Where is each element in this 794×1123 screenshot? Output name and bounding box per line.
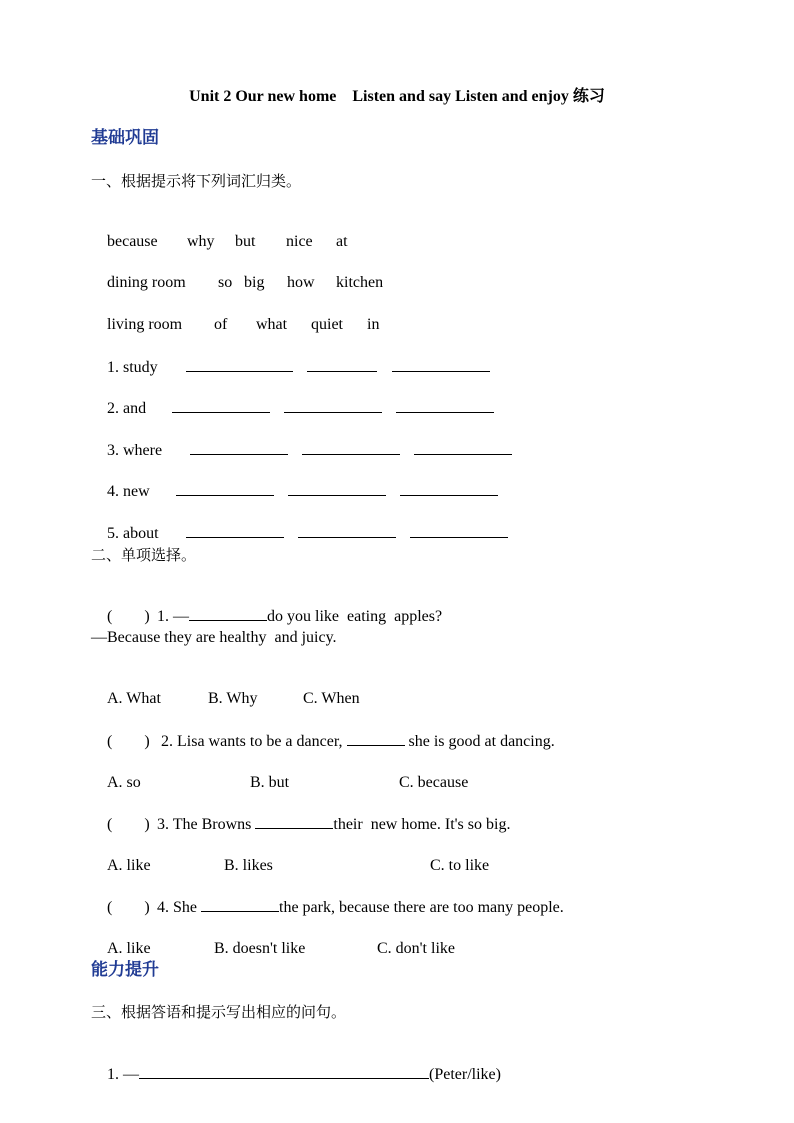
answer-blank[interactable]	[307, 357, 377, 372]
word: how	[287, 274, 315, 291]
answer-blank[interactable]	[172, 398, 270, 413]
answer-paren[interactable]: ( )	[107, 608, 150, 625]
question-prefix: 1. —	[107, 1066, 139, 1083]
question-text: she is good at dancing.	[404, 733, 555, 750]
question-text: 2. Lisa wants to be a dancer,	[157, 733, 347, 750]
answer-blank[interactable]	[392, 357, 490, 372]
part2-instruction: 二、单项选择。	[91, 546, 197, 564]
answer-blank[interactable]	[139, 1064, 429, 1079]
option[interactable]: A. like	[107, 857, 151, 874]
answer-blank[interactable]	[255, 814, 333, 829]
option[interactable]: B. likes	[224, 857, 273, 874]
word: of	[214, 316, 228, 333]
answer-blank[interactable]	[186, 523, 284, 538]
word: nice	[286, 233, 313, 250]
option[interactable]: A. like	[107, 940, 151, 957]
option[interactable]: C. because	[399, 774, 469, 791]
question-text: the park, because there are too many people.	[279, 899, 564, 916]
word: so	[218, 274, 233, 291]
answer-paren[interactable]: ( )	[107, 899, 150, 916]
item-label: 4. new	[107, 483, 150, 500]
question-text: do you like eating apples?	[267, 608, 443, 625]
answer-blank[interactable]	[410, 523, 508, 538]
answer-blank[interactable]	[186, 357, 293, 372]
option[interactable]: B. doesn't like	[214, 940, 306, 957]
item-label: 3. where	[107, 442, 163, 459]
answer-blank[interactable]	[176, 481, 274, 496]
answer-blank[interactable]	[400, 481, 498, 496]
section-heading-advanced: 能力提升	[91, 960, 159, 980]
word: big	[244, 274, 265, 291]
page-title: Unit 2 Our new home Listen and say Listen and enjoy 练习	[189, 88, 605, 105]
answer-blank[interactable]	[189, 606, 267, 621]
answer-paren[interactable]: ( )	[107, 816, 150, 833]
option[interactable]: C. to like	[430, 857, 490, 874]
question-text: 1. —	[157, 608, 189, 625]
answer-blank[interactable]	[414, 440, 512, 455]
word: at	[336, 233, 348, 250]
word: living room	[107, 316, 183, 333]
answer-paren[interactable]: ( )	[107, 733, 150, 750]
write-question	[91, 1044, 501, 1105]
answer-blank[interactable]	[298, 523, 396, 538]
word: in	[367, 316, 380, 333]
word: why	[187, 233, 215, 250]
hint-text: (Peter/like)	[429, 1066, 501, 1083]
word: what	[256, 316, 288, 333]
question-text: 4. She	[157, 899, 201, 916]
option[interactable]: C. don't like	[377, 940, 455, 957]
word: quiet	[311, 316, 343, 333]
answer-blank[interactable]	[302, 440, 400, 455]
question-extra: —Because they are healthy and juicy.	[91, 629, 337, 646]
question-text: their new home. It's so big.	[333, 816, 511, 833]
answer-blank[interactable]	[284, 398, 382, 413]
option[interactable]: A. so	[107, 774, 141, 791]
question-text: 3. The Browns	[157, 816, 256, 833]
item-label: 2. and	[107, 400, 147, 417]
answer-blank[interactable]	[347, 731, 405, 746]
option[interactable]: B. Why	[208, 690, 258, 707]
answer-blank[interactable]	[396, 398, 494, 413]
word: dining room	[107, 274, 186, 291]
part1-instruction: 一、根据提示将下列词汇归类。	[91, 172, 302, 190]
item-label: 5. about	[107, 525, 159, 542]
answer-blank[interactable]	[201, 897, 279, 912]
answer-blank[interactable]	[190, 440, 288, 455]
option[interactable]: A. What	[107, 690, 161, 707]
section-heading-basic: 基础巩固	[91, 128, 159, 148]
option[interactable]: B. but	[250, 774, 290, 791]
item-label: 1. study	[107, 359, 158, 376]
answer-blank[interactable]	[288, 481, 386, 496]
option[interactable]: C. When	[303, 690, 360, 707]
part3-instruction: 三、根据答语和提示写出相应的问句。	[91, 1003, 347, 1021]
word: kitchen	[336, 274, 384, 291]
word: but	[235, 233, 256, 250]
word: because	[107, 233, 158, 250]
